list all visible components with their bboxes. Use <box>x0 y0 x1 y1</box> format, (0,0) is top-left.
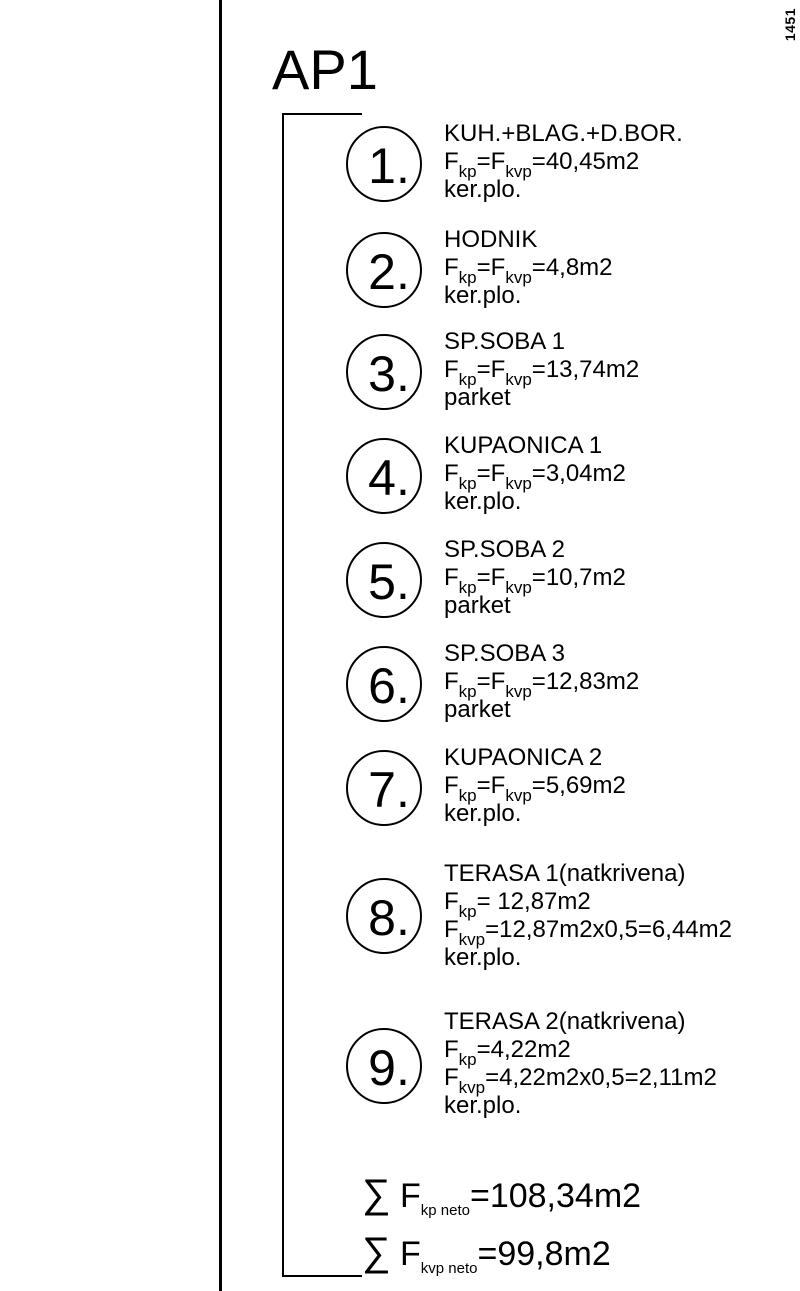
room-finish: parket <box>444 696 511 723</box>
room-details <box>444 120 683 204</box>
room-details <box>444 1008 717 1120</box>
room-area-kvp: $F_{kvp}=4,22m2x0,5=2,11m2$ <box>444 1064 717 1097</box>
apartment-title: AP1 <box>272 38 378 101</box>
room-area-kp: $F_{kp}=4,22m2$ <box>444 1036 571 1069</box>
bracket-vertical <box>282 113 284 1277</box>
room-details <box>444 640 639 724</box>
room-area-kp: $F_{kp}= 12,87m2$ <box>444 888 591 921</box>
bracket-bottom <box>282 1275 362 1277</box>
room-area: $F_{kp}=F_{kvp}=10,7m2$ <box>444 564 626 597</box>
room-name: SP.SOBA 2 <box>444 536 565 563</box>
sum-icon: ∑ <box>362 1172 391 1216</box>
room-number-circle <box>346 232 422 308</box>
total-kvp-neto: ∑ $F_{kvp neto}=99,8m2$ <box>362 1230 611 1277</box>
room-finish: ker.plo. <box>444 944 522 971</box>
room-number-circle <box>346 878 422 954</box>
room-details <box>444 536 626 620</box>
room-number-circle <box>346 1028 422 1104</box>
room-name: HODNIK <box>444 226 538 253</box>
room-finish: ker.plo. <box>444 1092 522 1119</box>
room-area: $F_{kp}=F_{kvp}=3,04m2$ <box>444 460 626 493</box>
room-details <box>444 432 626 516</box>
sheet-id: 1451 <box>782 8 798 42</box>
room-finish: ker.plo. <box>444 176 522 203</box>
room-finish: ker.plo. <box>444 488 522 515</box>
room-name: SP.SOBA 1 <box>444 328 565 355</box>
room-details <box>444 328 639 412</box>
room-number-circle <box>346 126 422 202</box>
total-kp-value: =108,34m2 <box>469 1177 642 1215</box>
drawing-border-line <box>219 0 222 1291</box>
room-name: KUH.+BLAG.+D.BOR. <box>444 120 683 147</box>
room-finish: ker.plo. <box>444 800 522 827</box>
total-kp-neto: ∑ $F_{kp neto}=108,34m2$ <box>362 1172 642 1219</box>
room-number: 9. <box>368 1040 410 1096</box>
room-number: 8. <box>368 890 410 946</box>
room-number-circle <box>346 646 422 722</box>
sum-icon: ∑ <box>362 1230 391 1274</box>
room-details <box>444 860 732 972</box>
room-area: $F_{kp}=F_{kvp}=40,45m2$ <box>444 148 640 181</box>
room-number: 7. <box>368 762 410 818</box>
room-area-kvp: $F_{kvp}=12,87m2x0,5=6,44m2$ <box>444 916 732 949</box>
room-finish: parket <box>444 384 511 411</box>
room-name: KUPAONICA 2 <box>444 744 603 771</box>
room-number: 1. <box>368 138 410 194</box>
room-number-circle <box>346 542 422 618</box>
room-area: $F_{kp}=F_{kvp}=13,74m2$ <box>444 356 640 389</box>
room-number: 4. <box>368 450 410 506</box>
room-finish: parket <box>444 592 511 619</box>
room-name: TERASA 1(natkrivena) <box>444 860 686 887</box>
room-area: $F_{kp}=F_{kvp}=12,83m2$ <box>444 668 640 701</box>
room-number: 5. <box>368 554 410 610</box>
room-number: 6. <box>368 658 410 714</box>
room-area: $F_{kp}=F_{kvp}=4,8m2$ <box>444 254 613 287</box>
room-name: KUPAONICA 1 <box>444 432 603 459</box>
room-name: SP.SOBA 3 <box>444 640 565 667</box>
room-details <box>444 226 613 310</box>
room-name: TERASA 2(natkrivena) <box>444 1008 686 1035</box>
total-kvp-value: =99,8m2 <box>477 1235 611 1273</box>
room-area: $F_{kp}=F_{kvp}=5,69m2$ <box>444 772 626 805</box>
bracket-top <box>282 113 362 115</box>
room-number-circle <box>346 438 422 514</box>
room-number: 2. <box>368 244 410 300</box>
room-details <box>444 744 626 828</box>
room-number-circle <box>346 334 422 410</box>
room-finish: ker.plo. <box>444 282 522 309</box>
room-number: 3. <box>368 346 410 402</box>
room-number-circle <box>346 750 422 826</box>
